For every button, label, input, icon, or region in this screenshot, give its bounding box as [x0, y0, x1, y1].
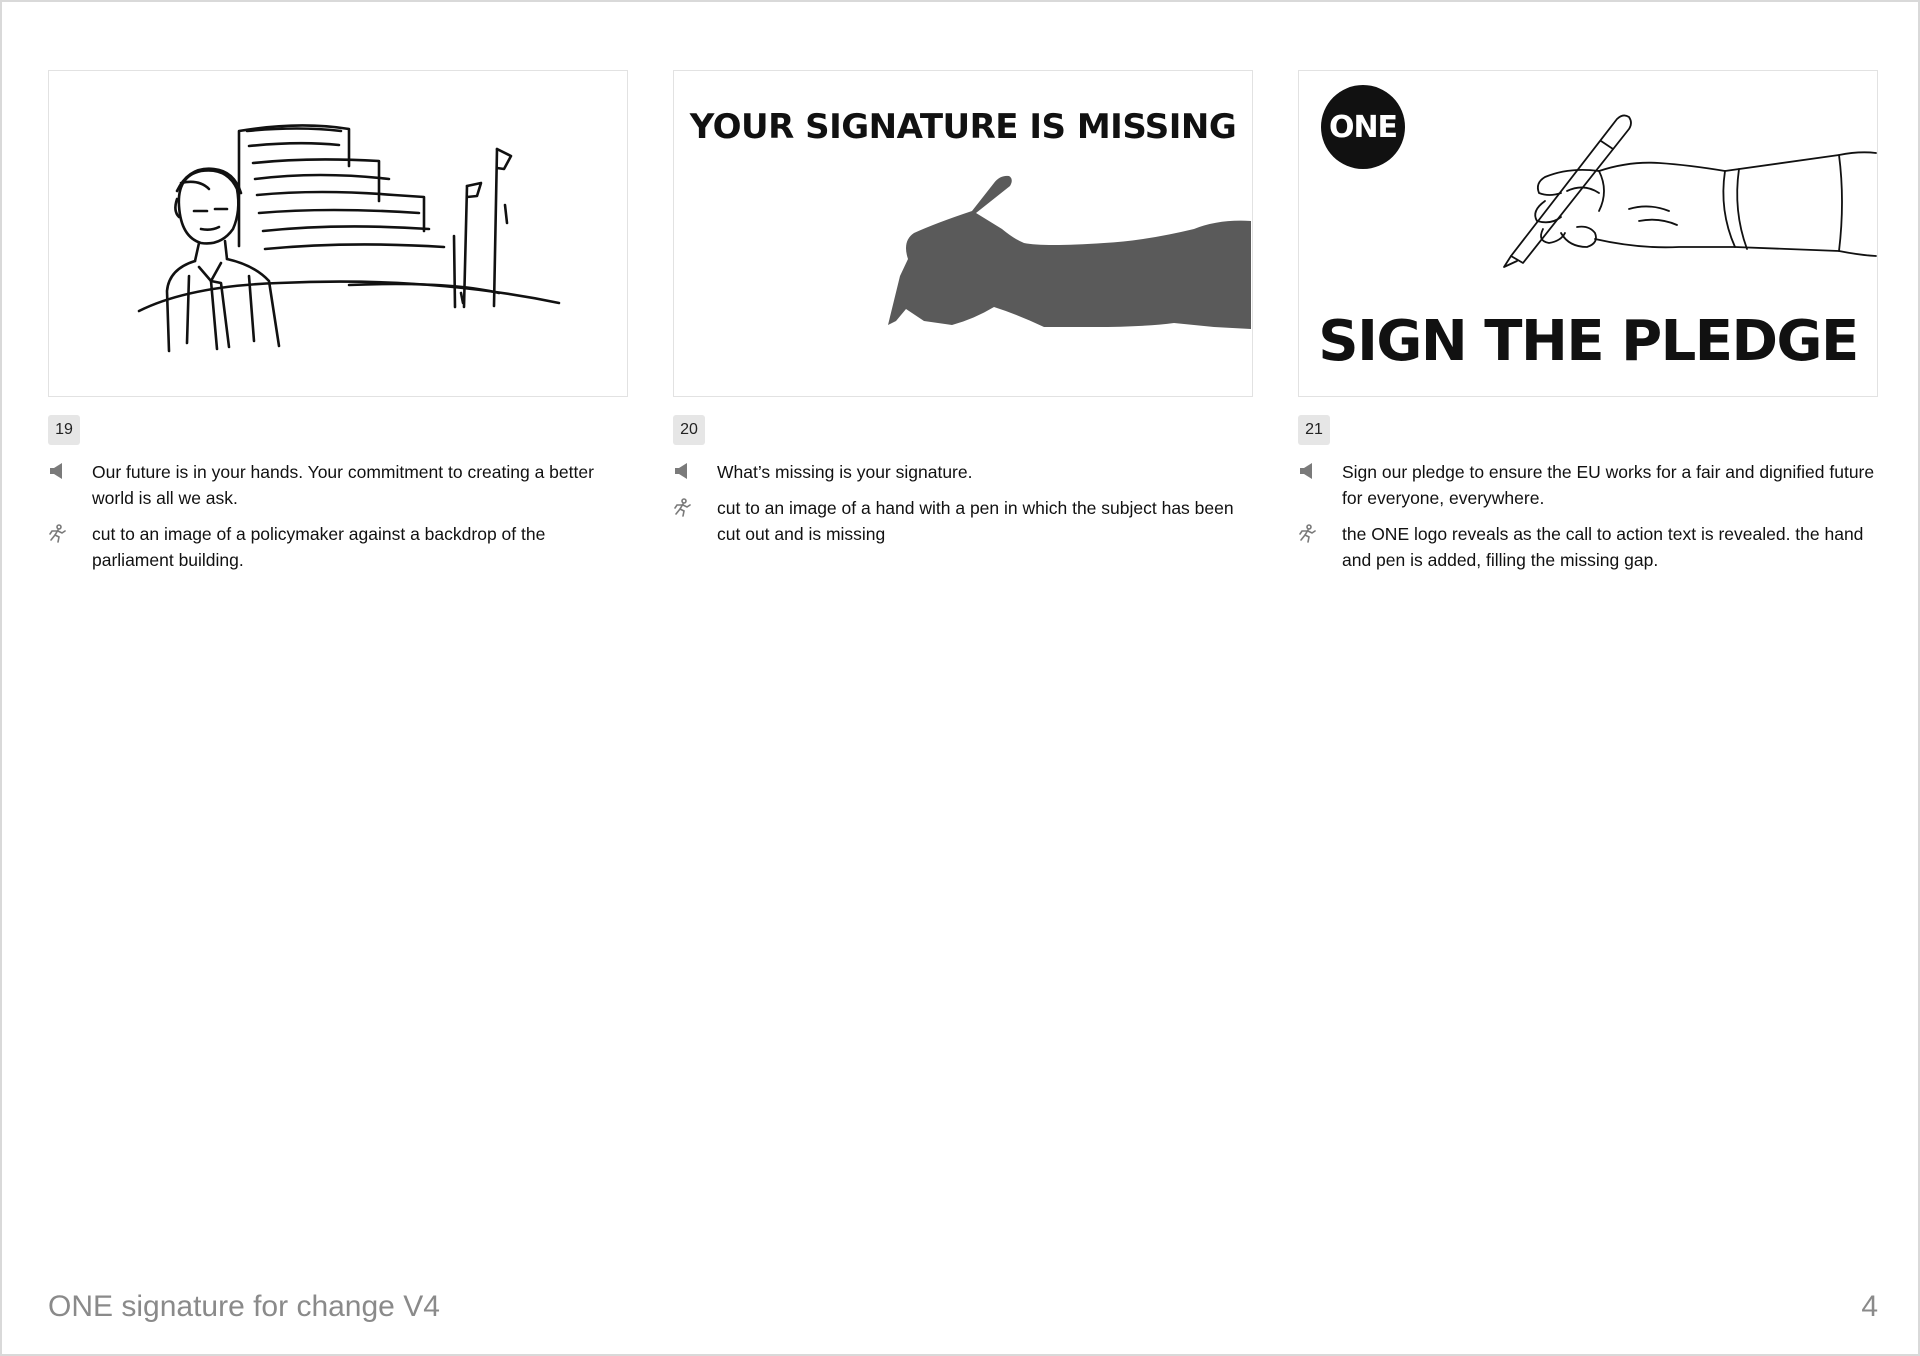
panel-row — [48, 70, 1878, 583]
audio-note — [673, 459, 1253, 485]
audio-text: What’s missing is your signature. — [717, 462, 973, 482]
speaker-icon — [673, 459, 717, 480]
panel-frame — [1298, 70, 1878, 397]
storyboard-panel — [1298, 70, 1878, 583]
signature-missing-heading: YOUR SIGNATURE IS MISSING — [689, 107, 1237, 147]
storyboard-panel — [48, 70, 628, 583]
panel-notes — [48, 459, 628, 573]
one-logo-text: ONE — [1328, 109, 1398, 145]
shot-number-badge: 19 — [48, 415, 80, 445]
action-text: cut to an image of a hand with a pen in which the subject has been cut out and is missing — [717, 498, 1234, 544]
page-number: 4 — [1861, 1290, 1878, 1323]
document-title: ONE signature for change V4 — [48, 1290, 440, 1323]
speaker-icon — [48, 459, 92, 480]
action-note — [48, 521, 628, 573]
running-figure-icon — [1298, 521, 1342, 544]
audio-note — [48, 459, 628, 511]
action-text: the ONE logo reveals as the call to action text is revealed. the hand and pen is added, filling the missing gap. — [1342, 524, 1864, 570]
shot-number-badge: 20 — [673, 415, 705, 445]
policymaker-parliament-sketch — [49, 71, 627, 396]
panel-notes — [673, 459, 1253, 547]
shot-number-badge: 21 — [1298, 415, 1330, 445]
audio-text: Our future is in your hands. Your commitment to creating a better world is all we ask. — [92, 462, 594, 508]
running-figure-icon — [673, 495, 717, 518]
panel-frame — [673, 70, 1253, 397]
speaker-icon — [1298, 459, 1342, 480]
panel-notes — [1298, 459, 1878, 573]
action-note — [673, 495, 1253, 547]
panel-frame — [48, 70, 628, 397]
audio-note — [1298, 459, 1878, 511]
running-figure-icon — [48, 521, 92, 544]
action-text: cut to an image of a policymaker against a backdrop of the parliament building. — [92, 524, 546, 570]
audio-text: Sign our pledge to ensure the EU works for a fair and dignified future for everyone, everywhere. — [1342, 462, 1875, 508]
sign-the-pledge-heading: SIGN THE PLEDGE — [1318, 309, 1858, 374]
storyboard-panel — [673, 70, 1253, 583]
action-note — [1298, 521, 1878, 573]
missing-hand-silhouette — [674, 71, 1252, 396]
